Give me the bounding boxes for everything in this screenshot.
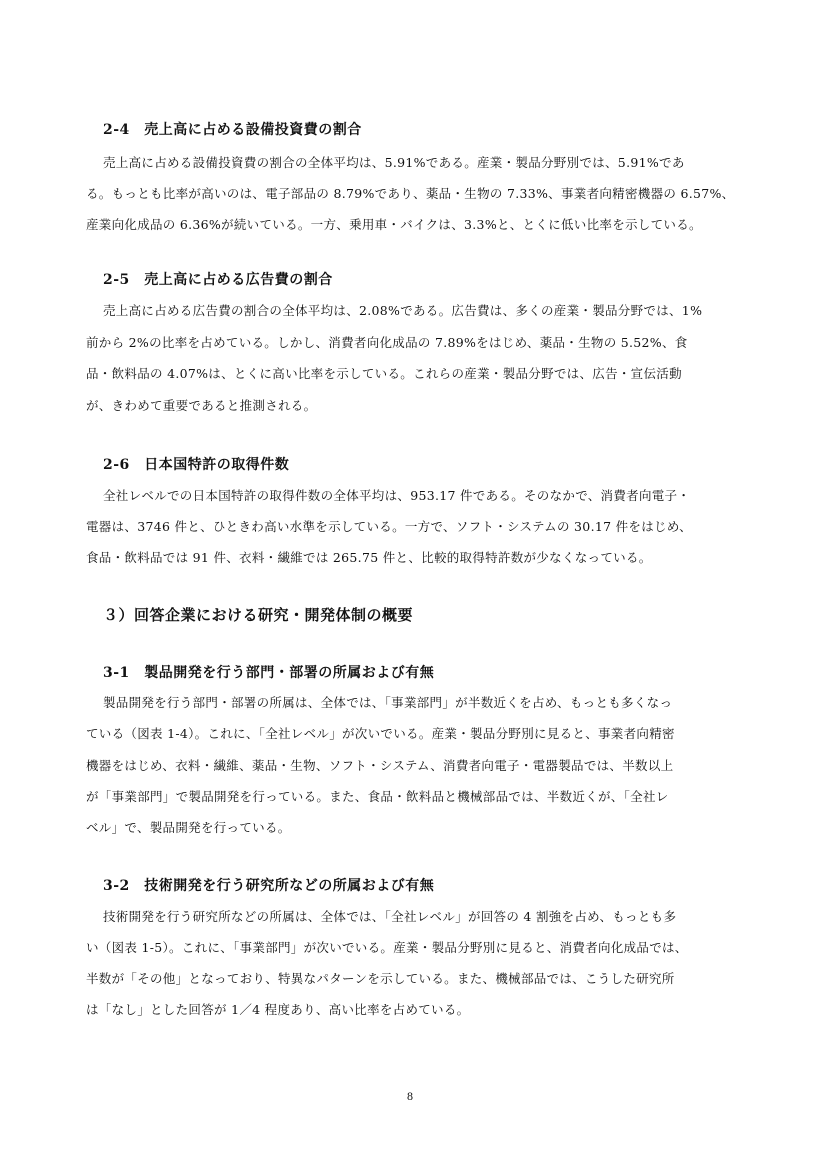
section-heading-2-4: 2-4 売上高に占める設備投資費の割合 [103, 122, 362, 138]
paragraph-line: ベル」で、製品開発を行っている。 [86, 820, 291, 835]
paragraph-line: 前から 2%の比率を占めている。しかし、消費者向化成品の 7.89%をはじめ、薬品・生物の 5.52%、食 [86, 335, 688, 350]
paragraph-line: 機器をはじめ、衣料・繊維、薬品・生物、ソフト・システム、消費者向電子・電器製品では、半数以上 [86, 758, 674, 773]
paragraph-line: 売上高に占める設備投資費の割合の全体平均は、5.91%である。産業・製品分野別では、5.91%であ [103, 155, 685, 170]
section-heading-2-5: 2-5 売上高に占める広告費の割合 [103, 272, 333, 288]
paragraph-line: 製品開発を行う部門・部署の所属は、全体では、「事業部門」が半数近くを占め、もっとも多くなっ [103, 695, 673, 710]
paragraph-line: 売上高に占める広告費の割合の全体平均は、2.08%である。広告費は、多くの産業・製品分野では、1% [103, 303, 703, 318]
paragraph-line: 食品・飲料品では 91 件、衣料・繊維では 265.75 件と、比較的取得特許数が少なくなっている。 [86, 550, 652, 565]
section-heading-2-6: 2-6 日本国特許の取得件数 [103, 457, 290, 473]
paragraph-line: ている（図表 1-4）。これに、「全社レベル」が次いでいる。産業・製品分野別に見ると、事業者向精密 [86, 726, 675, 741]
paragraph-line: 技術開発を行う研究所などの所属は、全体では、「全社レベル」が回答の 4 割強を占め、もっとも多 [103, 909, 677, 924]
paragraph-line: 産業向化成品の 6.36%が続いている。一方、乗用車・バイクは、3.3%と、とくに低い比率を示している。 [86, 217, 702, 232]
section-heading-3-2: 3-2 技術開発を行う研究所などの所属および有無 [103, 878, 435, 894]
paragraph-line: が、きわめて重要であると推測される。 [86, 398, 317, 413]
paragraph-line: 電器は、3746 件と、ひときわ高い水準を示している。一方で、ソフト・システムの 30.17 件をはじめ、 [86, 519, 692, 534]
paragraph-line: 半数が「その他」となっており、特異なパターンを示している。また、機械部品では、こうした研究所 [86, 971, 675, 986]
paragraph-line: は「なし」とした回答が 1／4 程度あり、高い比率を占めている。 [86, 1002, 470, 1017]
paragraph-line: が「事業部門」で製品開発を行っている。また、食品・飲料品と機械部品では、半数近くが、「全社レ [86, 789, 669, 804]
paragraph-line: 品・飲料品の 4.07%は、とくに高い比率を示している。これらの産業・製品分野では、広告・宣伝活動 [86, 366, 682, 381]
paragraph-line: い（図表 1-5）。これに、「事業部門」が次いでいる。産業・製品分野別に見ると、消費者向化成品では、 [86, 940, 688, 955]
section-heading-3-1: 3-1 製品開発を行う部門・部署の所属および有無 [103, 665, 435, 681]
paragraph-line: 全社レベルでの日本国特許の取得件数の全体平均は、953.17 件である。そのなかで、消費者向電子・ [103, 488, 691, 503]
page-number: 8 [407, 1089, 413, 1103]
paragraph-line: る。もっとも比率が高いのは、電子部品の 8.79%であり、薬品・生物の 7.33%、事業者向精密機器の 6.57%、 [86, 186, 735, 201]
major-heading-3: ３）回答企業における研究・開発体制の概要 [103, 606, 414, 624]
